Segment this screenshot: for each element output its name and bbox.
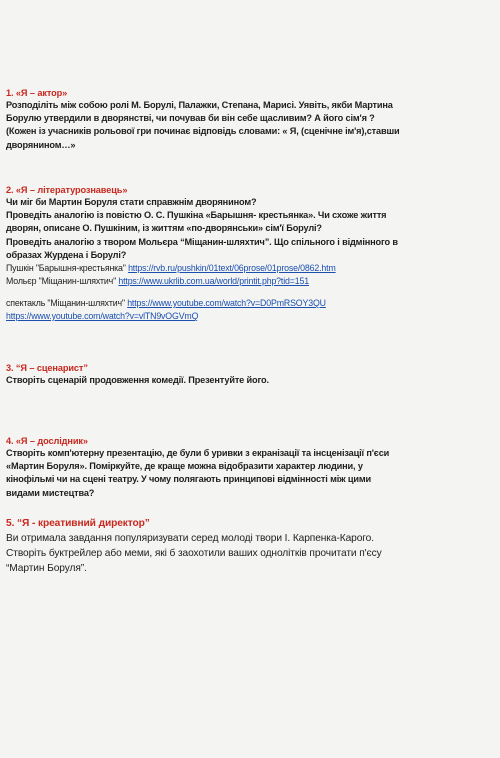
task-2 (6, 184, 494, 323)
task-1-line: (Кожен із учасників рольової гри починає відповідь словами: « Я, (сценічне ім'я),ставши (6, 126, 400, 137)
task-5-line: Ви отримала завдання популяризувати серед молоді твори І. Карпенка-Карого. (6, 533, 374, 544)
task-1-line: дворянином…» (6, 139, 76, 150)
reference-moliere (6, 275, 494, 288)
video-link-2[interactable]: https://www.youtube.com/watch?v=vlTN9vOGVmQ (6, 311, 199, 322)
task-1 (6, 87, 494, 152)
task-4-heading: 4. «Я – дослідник» (6, 436, 88, 446)
task-2-line: образах Журдена і Борулі? (6, 249, 127, 260)
video-label: спектакль "Міщанин-шляхтич" (6, 298, 128, 309)
task-3 (6, 362, 494, 387)
task-5-heading: 5. “Я - креативний директор” (6, 518, 150, 529)
task-2-line: Чи міг би Мартин Боруля стати справжнім дворянином? (6, 197, 257, 207)
task-2-heading: 2. «Я – літературознавець» (6, 185, 128, 195)
video-reference-2 (6, 310, 494, 323)
task-2-line: дворян, описане О. Пушкіним, із життям «по-дворянськи» сім'ї Борулі? (6, 223, 322, 234)
reference-label: Пушкін "Барышня-крестьянка" (6, 263, 129, 274)
reference-pushkin (6, 262, 494, 275)
task-1-heading: 1. «Я – актор» (6, 88, 68, 98)
task-1-line: Борулю утвердили в дворянстві, чи почував би він себе щасливим? А його сім'я ? (6, 113, 375, 124)
video-link-1[interactable]: https://www.youtube.com/watch?v=D0PmRSOY3QU (127, 298, 326, 309)
reference-link[interactable]: https://www.ukrlib.com.ua/world/printit.php?tid=151 (118, 276, 309, 287)
task-5 (6, 516, 494, 576)
task-2-line: Проведіть аналогію з твором Мольєра “Міщанин-шляхтич”. Що спільного і відмінного в (6, 236, 398, 247)
reference-link[interactable]: https://rvb.ru/pushkin/01text/06prose/01prose/0862.htm (128, 263, 336, 274)
task-4-line: «Мартин Боруля». Поміркуйте, де краще можна відобразити характер людини, у (6, 461, 363, 472)
reference-label: Мольєр "Міщанин-шляхтич" (6, 276, 119, 287)
task-4-line: Створіть комп'ютерну презентацію, де були б уривки з екранізації та інсценізації п'єси (6, 448, 390, 458)
task-1-line: Розподіліть між собою ролі М. Борулі, Палажки, Степана, Марисі. Уявіть, якби Мартина (6, 100, 393, 110)
task-2-line: Проведіть аналогію із повістю О. С. Пушкіна «Барышня- крестьянка». Чи схоже життя (6, 210, 387, 221)
task-4-line: видами мистецтва? (6, 487, 95, 498)
task-4-line: кінофільмі чи на сцені театру. У чому полягають принципові відмінності між цими (6, 474, 372, 485)
task-4 (6, 435, 494, 500)
task-3-line: Створіть сценарій продовження комедії. Презентуйте його. (6, 375, 269, 385)
video-reference (6, 297, 494, 310)
task-3-heading: 3. “Я – сценарист” (6, 363, 88, 373)
task-5-line: Створіть буктрейлер або меми, які б заохотили ваших однолітків прочитати п'єсу (6, 548, 382, 559)
task-5-line: “Мартин Боруля”. (6, 563, 87, 574)
